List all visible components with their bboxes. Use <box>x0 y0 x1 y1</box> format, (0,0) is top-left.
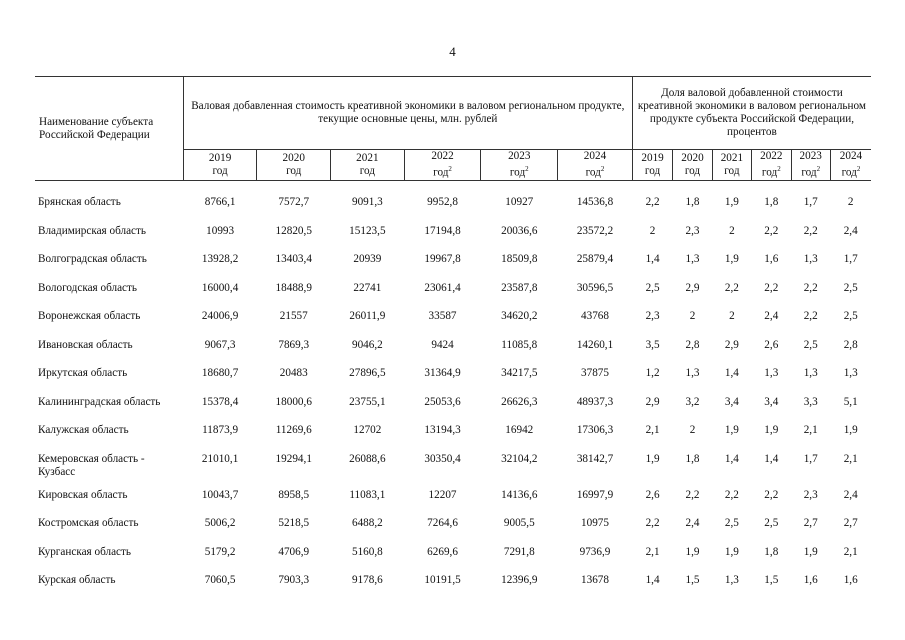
share-value-2019: 2,2 <box>645 196 660 208</box>
vds-value-2020: 4706,9 <box>278 545 310 558</box>
year-label: 2021 <box>720 152 744 164</box>
vds-year-header-2023 <box>481 150 558 181</box>
share-value-2023: 1,9 <box>803 545 818 558</box>
share-value-2023: 1,3 <box>803 367 818 379</box>
share-value-2024: 5,1 <box>843 395 858 408</box>
vds-value-2020: 7869,3 <box>278 338 310 351</box>
year-unit-text: год <box>509 166 526 179</box>
share-value-2021: 1,9 <box>724 253 739 265</box>
share-value-2021: 1,9 <box>724 424 739 436</box>
vds-value-2023: 26626,3 <box>501 395 538 408</box>
vds-value-2024: 9736,9 <box>579 545 611 558</box>
vds-value-2024: 25879,4 <box>576 253 614 265</box>
year-label: 2021 <box>356 152 379 164</box>
vds-value-2022: 23061,4 <box>424 281 461 294</box>
year-label: 2024 <box>839 150 863 163</box>
vds-value-2020: 19294,1 <box>275 452 312 465</box>
share-value-2023: 2,1 <box>803 424 818 436</box>
year-unit-label <box>407 163 479 180</box>
share-value-2019: 2 <box>649 224 656 237</box>
vds-value-2024: 43768 <box>581 310 609 322</box>
spacer-row <box>35 181 871 192</box>
vds-value-2021: 12702 <box>353 424 382 436</box>
table-row <box>35 541 871 570</box>
share-year-header-2024 <box>830 150 871 181</box>
share-value-2021: 3,4 <box>724 395 739 408</box>
share-value-2023: 1,7 <box>803 452 818 465</box>
share-value-2022: 3,4 <box>764 395 779 408</box>
vds-value-2019: 18680,7 <box>201 367 239 379</box>
vds-year-header-2024 <box>558 150 633 181</box>
vds-value-2023: 7291,8 <box>503 545 535 558</box>
vds-value-2024: 48937,3 <box>576 395 614 408</box>
vds-value-2021: 20939 <box>353 253 382 265</box>
year-unit-text: год <box>286 165 302 177</box>
footnote-mark: 2 <box>600 165 605 174</box>
vds-value-2022: 31364,9 <box>424 367 461 379</box>
vds-value-2022: 6269,6 <box>427 545 458 558</box>
share-value-2022: 1,8 <box>764 545 779 558</box>
year-label: 2020 <box>282 152 305 164</box>
year-unit-text: год <box>359 165 375 177</box>
year-unit-label <box>833 163 869 180</box>
year-unit-label <box>675 165 709 178</box>
share-group-header: Доля валовой добавленной стоимости креативной экономики в валовом региональном продукте субъекта Российской Федерации, процентов <box>632 77 871 150</box>
vds-value-2021: 6488,2 <box>351 517 383 529</box>
share-value-2019: 2,3 <box>645 310 660 322</box>
vds-value-2021: 5160,8 <box>351 545 383 558</box>
vds-value-2019: 9067,3 <box>204 338 236 351</box>
table-row <box>35 191 871 220</box>
vds-value-2019: 8766,1 <box>204 196 236 208</box>
share-value-2019: 1,4 <box>645 253 660 265</box>
vds-year-header-2021 <box>331 150 405 181</box>
vds-value-2019: 7060,5 <box>204 574 236 586</box>
table-row <box>35 277 871 306</box>
data-table <box>35 76 871 598</box>
share-value-2021: 2 <box>729 310 735 322</box>
footnote-mark: 2 <box>448 165 452 174</box>
share-value-2021: 2 <box>729 224 735 237</box>
vds-value-2019: 24006,9 <box>201 310 239 322</box>
vds-value-2023: 20036,6 <box>501 224 538 237</box>
year-label: 2020 <box>681 152 704 164</box>
year-label: 2023 <box>799 150 822 163</box>
share-value-2022: 2,2 <box>764 281 779 294</box>
vds-value-2023: 16942 <box>505 424 534 436</box>
share-value-2019: 1,4 <box>645 574 660 586</box>
vds-value-2024: 38142,7 <box>576 452 614 465</box>
share-value-2024: 2 <box>847 196 854 208</box>
vds-value-2022: 13194,3 <box>424 424 461 436</box>
vds-value-2024: 10975 <box>581 517 609 529</box>
year-unit-label <box>715 165 749 178</box>
table-row <box>35 448 871 484</box>
share-year-header-2023 <box>791 150 830 181</box>
year-unit-label <box>333 165 402 178</box>
share-value-2024: 2,7 <box>843 517 858 529</box>
share-value-2022: 1,4 <box>764 452 779 465</box>
vds-group-header: Валовая добавленная стоимость креативной экономики в валовом региональном продукте, текущие основные цены, млн. рублей <box>183 77 632 150</box>
share-value-2020: 1,3 <box>685 253 700 265</box>
vds-year-header-2022 <box>404 150 481 181</box>
share-value-2024: 2,1 <box>843 545 858 558</box>
vds-value-2020: 18000,6 <box>275 395 312 408</box>
table-body <box>35 181 871 598</box>
vds-value-2020: 13403,4 <box>275 253 312 265</box>
share-value-2023: 2,3 <box>803 488 818 501</box>
footnote-mark: 2 <box>816 165 821 174</box>
vds-value-2024: 37875 <box>581 367 609 379</box>
vds-value-2019: 21010,1 <box>201 452 239 465</box>
region-name: Курганская область <box>38 545 132 558</box>
vds-value-2020: 18488,9 <box>275 281 312 294</box>
vds-value-2022: 19967,8 <box>424 253 461 265</box>
share-value-2023: 2,2 <box>803 224 818 237</box>
year-label: 2024 <box>583 150 607 163</box>
share-year-header-2020 <box>673 150 712 181</box>
share-value-2019: 3,5 <box>645 338 660 351</box>
share-value-2020: 1,8 <box>685 452 700 465</box>
table-row <box>35 569 871 598</box>
share-year-header-2019 <box>632 150 672 181</box>
region-name: Кировская область <box>38 488 128 501</box>
share-value-2023: 2,5 <box>803 338 818 351</box>
subject-column-header: Наименование субъекта Российской Федерации <box>35 77 183 181</box>
share-value-2019: 2,9 <box>645 395 660 408</box>
vds-value-2023: 34620,2 <box>501 310 538 322</box>
vds-year-header-2020 <box>257 150 331 181</box>
vds-value-2022: 17194,8 <box>424 224 461 237</box>
vds-value-2023: 10927 <box>505 196 534 208</box>
table-row <box>35 362 871 391</box>
vds-value-2024: 16997,9 <box>576 488 614 501</box>
vds-value-2022: 10191,5 <box>424 574 461 586</box>
share-value-2020: 3,2 <box>685 395 700 408</box>
vds-value-2019: 10043,7 <box>201 488 239 501</box>
vds-value-2022: 12207 <box>428 488 457 501</box>
vds-year-header-2019 <box>183 150 257 181</box>
vds-value-2019: 11873,9 <box>202 424 239 436</box>
vds-value-2021: 22741 <box>353 281 382 294</box>
share-value-2021: 2,5 <box>724 517 739 529</box>
share-value-2022: 1,3 <box>764 367 779 379</box>
vds-value-2022: 33587 <box>428 310 457 322</box>
year-unit-label <box>483 163 555 180</box>
table-row <box>35 391 871 420</box>
year-unit-label <box>635 165 670 178</box>
vds-value-2024: 23572,2 <box>576 224 614 237</box>
vds-value-2021: 26088,6 <box>349 452 386 465</box>
share-value-2022: 2,2 <box>764 488 779 501</box>
vds-value-2019: 5006,2 <box>204 517 236 529</box>
vds-value-2020: 7572,7 <box>278 196 310 208</box>
share-value-2024: 2,1 <box>843 452 858 465</box>
region-name: Калининградская область <box>38 395 161 408</box>
share-value-2020: 2 <box>689 310 696 322</box>
vds-value-2020: 8958,5 <box>278 488 310 501</box>
year-unit-label <box>560 163 630 180</box>
vds-value-2023: 14136,6 <box>501 488 538 501</box>
region-name: Брянская область <box>38 196 121 208</box>
share-value-2024: 2,4 <box>843 488 858 501</box>
region-name: Вологодская область <box>38 281 138 294</box>
year-unit-text: год <box>801 166 817 179</box>
share-value-2024: 1,7 <box>843 253 858 265</box>
share-value-2022: 2,2 <box>764 224 779 237</box>
year-unit-text: год <box>724 165 740 177</box>
vds-value-2020: 7903,3 <box>278 574 310 586</box>
share-value-2021: 2,9 <box>724 338 739 351</box>
vds-value-2022: 9424 <box>431 338 454 351</box>
spacer-cell <box>35 181 871 192</box>
vds-value-2023: 12396,9 <box>501 574 538 586</box>
table-header <box>35 77 871 181</box>
vds-value-2021: 15123,5 <box>349 224 386 237</box>
vds-value-2021: 23755,1 <box>349 395 386 408</box>
share-value-2024: 1,6 <box>843 574 858 586</box>
share-value-2023: 2,7 <box>803 517 818 529</box>
share-value-2024: 2,5 <box>843 310 858 322</box>
vds-value-2021: 9046,2 <box>351 338 383 351</box>
vds-value-2021: 9091,3 <box>351 196 383 208</box>
year-label: 2022 <box>760 150 783 163</box>
year-unit-text: год <box>841 166 857 179</box>
vds-value-2019: 15378,4 <box>201 395 239 408</box>
vds-value-2021: 27896,5 <box>349 367 386 379</box>
footnote-mark: 2 <box>777 165 781 174</box>
share-value-2021: 1,4 <box>724 367 739 379</box>
share-value-2023: 1,3 <box>803 253 818 265</box>
vds-value-2023: 11085,8 <box>501 338 538 351</box>
vds-value-2023: 18509,8 <box>501 253 538 265</box>
share-value-2019: 2,1 <box>645 545 660 558</box>
page-number: 4 <box>449 44 456 59</box>
year-label: 2023 <box>508 150 531 163</box>
vds-value-2020: 21557 <box>279 310 308 322</box>
share-value-2019: 2,2 <box>645 517 660 529</box>
vds-value-2019: 10993 <box>206 224 235 237</box>
year-unit-label <box>754 163 788 180</box>
year-unit-text: год <box>761 166 778 179</box>
share-value-2022: 1,9 <box>764 424 779 436</box>
vds-value-2022: 30350,4 <box>424 452 461 465</box>
table-row <box>35 334 871 363</box>
share-value-2023: 1,6 <box>803 574 818 586</box>
year-label: 2019 <box>208 152 232 164</box>
region-name: Калужская область <box>38 424 129 436</box>
vds-value-2023: 9005,5 <box>503 517 535 529</box>
share-value-2024: 2,5 <box>843 281 858 294</box>
table-row <box>35 484 871 513</box>
share-value-2024: 1,3 <box>843 367 858 379</box>
share-value-2022: 1,5 <box>764 574 779 586</box>
vds-value-2021: 26011,9 <box>349 310 386 322</box>
region-name: Владимирская область <box>38 224 147 237</box>
vds-value-2019: 16000,4 <box>201 281 239 294</box>
share-value-2021: 1,9 <box>724 196 739 208</box>
share-value-2020: 2,4 <box>685 517 700 529</box>
year-unit-label <box>259 165 328 178</box>
vds-value-2019: 5179,2 <box>204 545 236 558</box>
share-value-2022: 2,5 <box>764 517 779 529</box>
share-value-2020: 1,5 <box>685 574 700 586</box>
year-unit-text: год <box>644 165 661 177</box>
share-value-2020: 2,8 <box>685 338 700 351</box>
share-value-2022: 1,8 <box>764 196 779 208</box>
footnote-mark: 2 <box>525 165 529 174</box>
vds-value-2023: 32104,2 <box>501 452 538 465</box>
year-unit-label <box>186 165 255 178</box>
share-value-2019: 2,6 <box>645 488 660 501</box>
year-label: 2022 <box>431 150 454 163</box>
share-value-2021: 2,2 <box>724 281 739 294</box>
share-value-2021: 1,3 <box>724 574 739 586</box>
share-value-2021: 1,4 <box>724 452 739 465</box>
share-value-2024: 2,4 <box>843 224 858 237</box>
vds-value-2021: 11083,1 <box>349 488 386 501</box>
share-value-2023: 2,2 <box>803 310 818 322</box>
share-value-2020: 1,8 <box>685 196 700 208</box>
vds-value-2021: 9178,6 <box>351 574 383 586</box>
year-unit-text: год <box>585 166 601 179</box>
vds-value-2024: 30596,5 <box>576 281 614 294</box>
share-value-2020: 2 <box>689 424 696 436</box>
share-value-2020: 1,3 <box>685 367 700 379</box>
vds-value-2023: 34217,5 <box>501 367 538 379</box>
vds-value-2022: 25053,6 <box>424 395 461 408</box>
vds-value-2020: 12820,5 <box>275 224 312 237</box>
table-row <box>35 512 871 541</box>
year-unit-label <box>794 163 828 180</box>
region-name: Иркутская область <box>38 367 128 379</box>
share-value-2021: 2,2 <box>724 488 739 501</box>
share-value-2020: 1,9 <box>685 545 700 558</box>
share-value-2023: 2,2 <box>803 281 818 294</box>
share-value-2022: 2,4 <box>764 310 779 322</box>
share-value-2024: 2,8 <box>843 338 858 351</box>
share-value-2019: 1,2 <box>645 367 660 379</box>
share-value-2020: 2,3 <box>685 224 700 237</box>
share-value-2024: 1,9 <box>843 424 858 436</box>
region-name: Кемеровская область - Кузбасс <box>38 452 145 478</box>
share-year-header-2022 <box>752 150 791 181</box>
region-name: Костромская область <box>38 517 139 529</box>
region-name: Курская область <box>38 574 116 586</box>
share-value-2022: 2,6 <box>764 338 779 351</box>
year-unit-text: год <box>433 166 449 179</box>
region-name: Волгоградская область <box>38 253 147 265</box>
share-year-header-2021 <box>712 150 751 181</box>
share-value-2020: 2,2 <box>685 488 700 501</box>
share-value-2019: 2,1 <box>645 424 660 436</box>
footnote-mark: 2 <box>856 165 861 174</box>
vds-value-2023: 23587,8 <box>501 281 538 294</box>
table-row <box>35 220 871 249</box>
year-unit-text: год <box>212 165 228 177</box>
vds-value-2020: 11269,6 <box>275 424 312 436</box>
share-value-2020: 2,9 <box>685 281 700 294</box>
vds-value-2024: 13678 <box>581 574 609 586</box>
region-name: Воронежская область <box>38 310 141 322</box>
vds-value-2024: 14536,8 <box>576 196 614 208</box>
vds-value-2020: 5218,5 <box>278 517 310 529</box>
share-value-2021: 1,9 <box>724 545 739 558</box>
vds-value-2022: 7264,6 <box>427 517 458 529</box>
region-name: Ивановская область <box>38 338 133 351</box>
table-row <box>35 248 871 277</box>
share-value-2023: 1,7 <box>803 196 818 208</box>
vds-value-2020: 20483 <box>279 367 308 379</box>
vds-value-2024: 17306,3 <box>576 424 614 436</box>
vds-value-2024: 14260,1 <box>576 338 614 351</box>
vds-value-2019: 13928,2 <box>201 253 239 265</box>
year-label: 2019 <box>641 152 664 164</box>
vds-value-2022: 9952,8 <box>427 196 458 208</box>
share-value-2019: 1,9 <box>645 452 660 465</box>
table-row <box>35 419 871 448</box>
table-row <box>35 305 871 334</box>
year-unit-text: год <box>684 165 701 177</box>
share-value-2023: 3,3 <box>803 395 818 408</box>
share-value-2022: 1,6 <box>764 253 779 265</box>
share-value-2019: 2,5 <box>645 281 660 294</box>
